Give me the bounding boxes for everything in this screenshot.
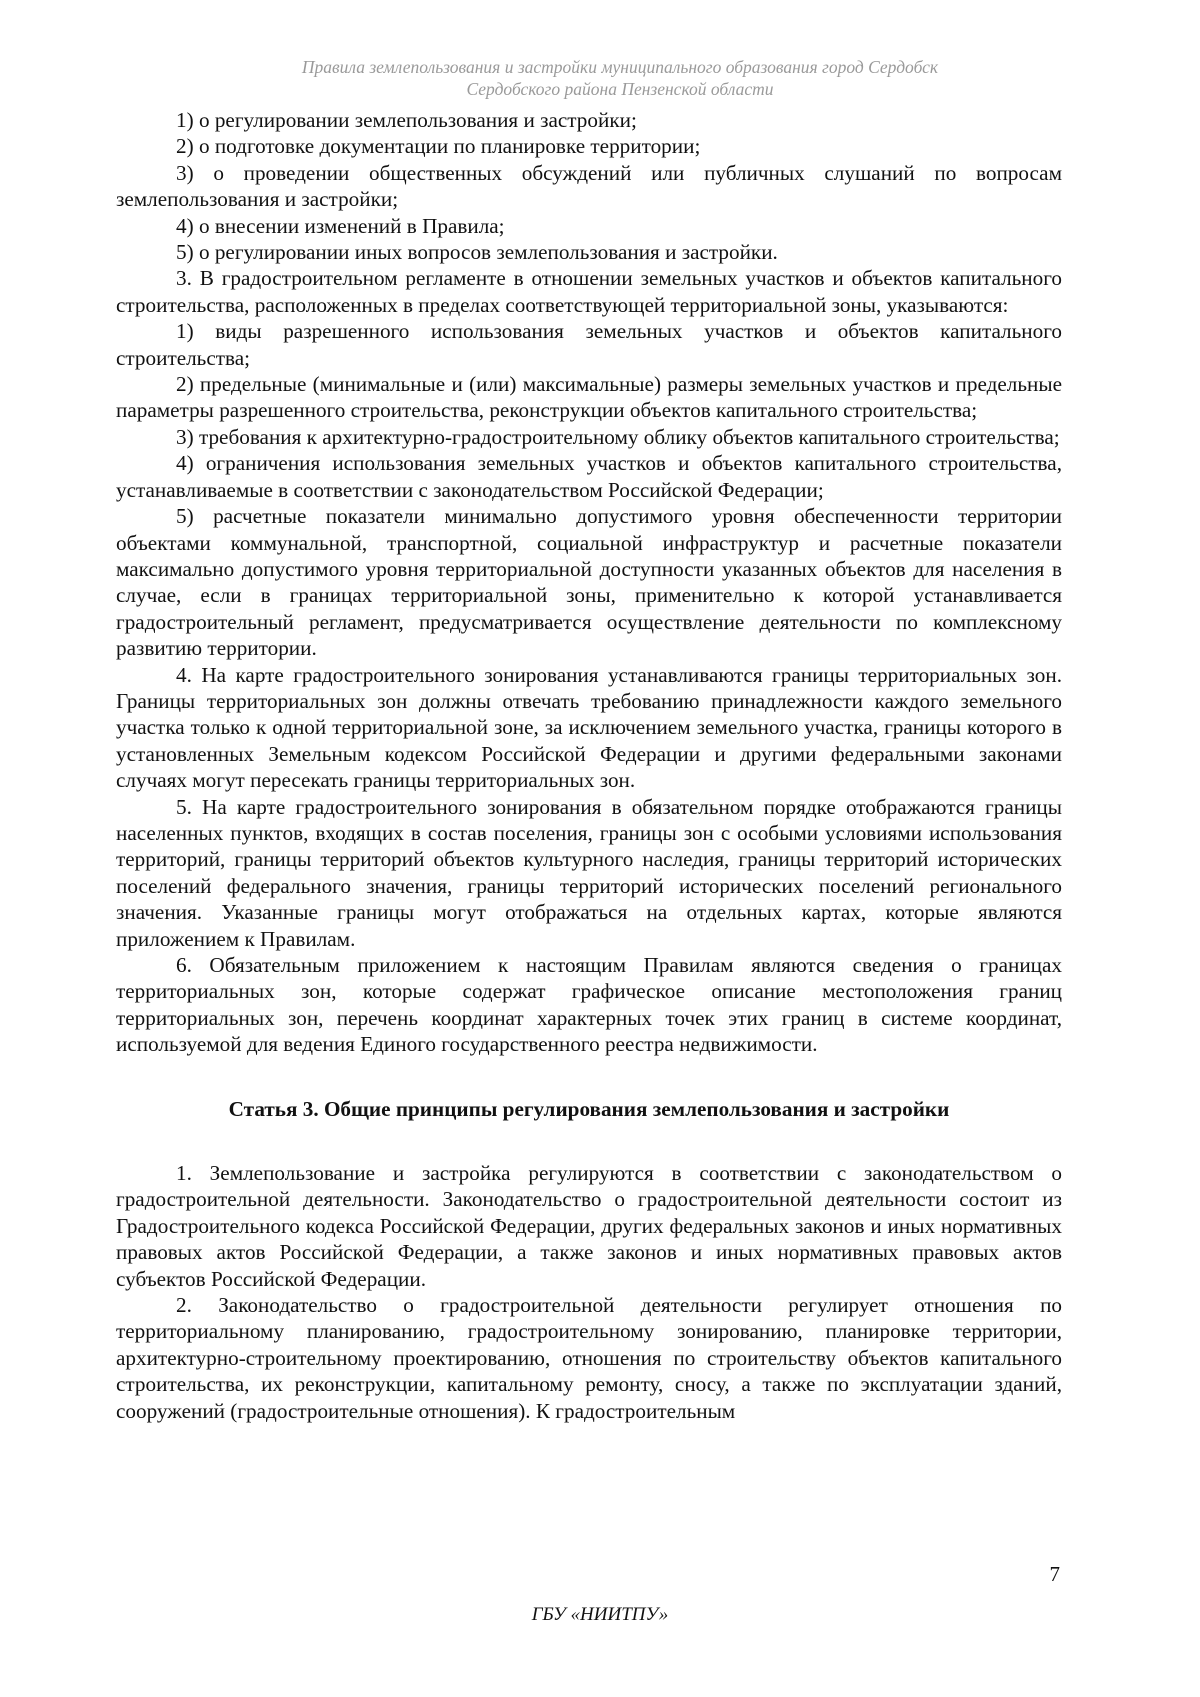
page-footer: ГБУ «НИИТПУ» [531,1604,669,1625]
page-number: 7 [1049,1562,1060,1586]
running-header [160,56,1080,100]
article-title: Статья 3. Общие принципы регулирования землепользования и застройки [228,1096,950,1121]
paragraph: 1) о регулировании землепользования и застройки; [176,108,637,132]
paragraph: 4. На карте градостроительного зонирования устанавливаются границы территориальных зон. Границы территориальных зон должны отвечать требованию принадлежности каждого земельного участка только к одной территориальной зоне, за исключением земельного участка, границы которого в установленных Земельным кодексом Российской Федерации и другими федеральными законами случаях могут пересекать границы территориальных зон. [116,662,1062,793]
paragraph: 3) требования к архитектурно-градостроительному облику объектов капитального строительства; [176,424,1060,449]
document-body [116,107,1062,1424]
paragraph: 4) о внесении изменений в Правила; [176,213,505,238]
paragraph: 2) о подготовке документации по планировке территории; [176,134,701,159]
paragraph: 3) о проведении общественных обсуждений или публичных слушаний по вопросам землепользования и застройки; [116,160,1062,212]
paragraph: 2. Законодательство о градостроительной деятельности регулирует отношения по территориальному планированию, градостроительному зонированию, планировке территории, архитектурно-строительному проектированию, отношения по строительству объектов капитального строительства, их реконструкции, капитальному ремонту, сносу, а также по эксплуатации зданий, сооружений (градостроительные отношения). К градостроительным [116,1293,1062,1423]
running-header-line1: Правила землепользования и застройки муниципального образования город Сердобск [301,57,939,77]
paragraph: 3. В градостроительном регламенте в отношении земельных участков и объектов капитального строительства, расположенных в пределах соответствующей территориальной зоны, указываются: [116,266,1062,317]
paragraph: 6. Обязательным приложением к настоящим Правилам являются сведения о границах территориальных зон, которые содержат графическое описание местоположения границ территориальных зон, перечень координат характерных точек этих границ в системе координат, используемой для ведения Единого государственного реестра недвижимости. [116,953,1062,1057]
running-header-line2: Сердобского района Пензенской области [466,79,774,99]
paragraph: 1. Землепользование и застройка регулируются в соответствии с законодательством о градостроительной деятельности. Законодательство о градостроительной деятельности состоит из Градостроительного кодекса Российской Федерации, других федеральных законов и иных нормативных правовых актов Российской Федерации, а также законов и иных нормативных правовых актов субъектов Российской Федерации. [116,1161,1062,1291]
paragraph: 2) предельные (минимальные и (или) максимальные) размеры земельных участков и предельные параметры разрешенного строительства, реконструкции объектов капитального строительства; [116,372,1062,423]
paragraph: 5. На карте градостроительного зонирования в обязательном порядке отображаются границы населенных пунктов, входящих в состав поселения, границы зон с особыми условиями использования территорий, границы территорий объектов культурного наследия, границы территорий исторических поселений федерального значения, границы территорий исторических поселений регионального значения. Указанные границы могут отображаться на отдельных картах, которые являются приложением к Правилам. [116,794,1062,951]
paragraph: 5) расчетные показатели минимально допустимого уровня обеспеченности территории объектами коммунальной, транспортной, социальной инфраструктур и расчетные показатели максимально допустимого уровня территориальной доступности указанных объектов для населения в случае, если в границах территориальной зоны, применительно к которой устанавливается градостроительный регламент, предусматривается осуществление деятельности по комплексному развитию территории. [116,504,1062,661]
paragraph: 1) виды разрешенного использования земельных участков и объектов капитального строительства; [116,319,1062,370]
paragraph: 4) ограничения использования земельных участков и объектов капитального строительства, устанавливаемые в соответствии с законодательством Российской Федерации; [116,451,1062,502]
paragraph: 5) о регулировании иных вопросов землепользования и застройки. [176,240,778,265]
